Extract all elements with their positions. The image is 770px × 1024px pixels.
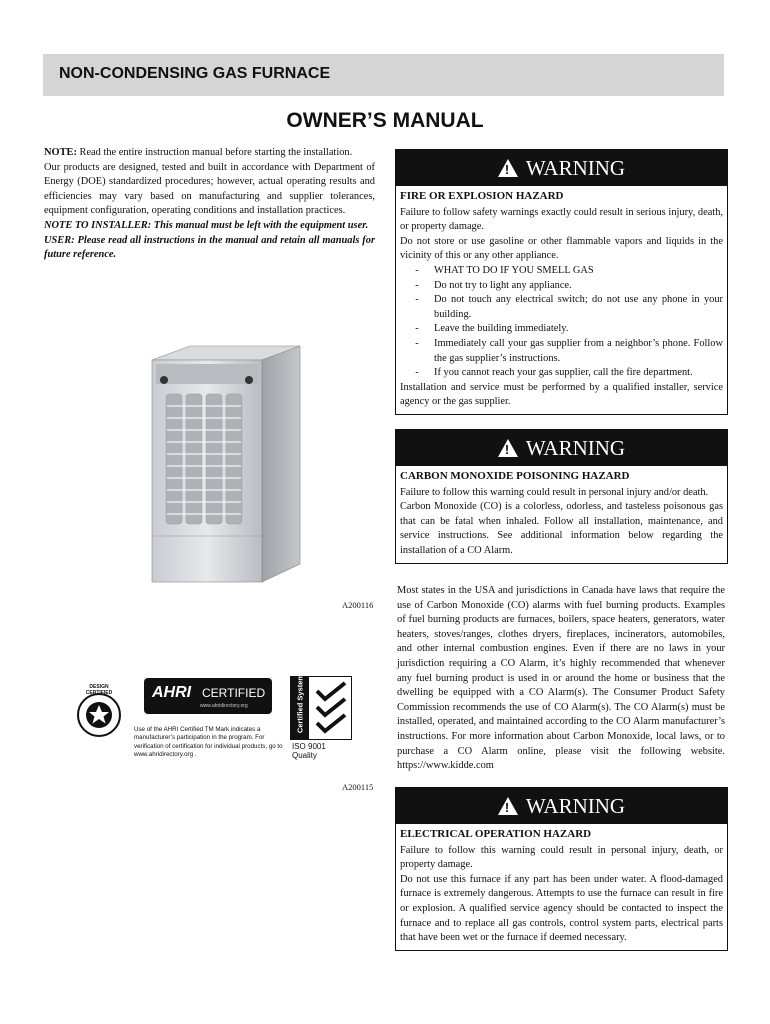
certified-system-label: Certified System [295, 673, 305, 734]
ahri-brand: AHRI [152, 684, 192, 701]
list-item-text: Do not touch any electrical switch; do not use any phone in your building. [434, 294, 723, 320]
electrical-warning [395, 787, 728, 951]
list-item: - Immediately call your gas supplier from a neighbor’s phone. Follow the gas supplier’s instructions. [400, 337, 723, 366]
ahri-url: www.ahridirectory.org [200, 703, 248, 709]
warning-paragraph: Do not store or use gasoline or other flammable vapors and liquids in the vicinity of this or any other appliance. [400, 235, 723, 262]
warning-triangle-icon [498, 797, 518, 815]
warning-paragraph: Do not use this furnace if any part has been under water. A flood-damaged furnace is extremely dangerous. Attempts to use the furnace can result in fire or explosion. A qualified service agency should be contacted to inspect the furnace and to replace all gas controls, control system parts, electrical parts that have been wet or the furnace if deemed necessary. [400, 873, 723, 944]
list-item: - WHAT TO DO IF YOU SMELL GAS [400, 264, 723, 279]
fire-explosion-warning [395, 149, 728, 415]
certification-logos [76, 670, 376, 770]
warning-subtitle: ELECTRICAL OPERATION HAZARD [400, 828, 592, 840]
warning-paragraph: Failure to follow safety warnings exactly could result in serious injury, death, or property damage. [400, 206, 723, 233]
list-item-text: Leave the building immediately. [434, 323, 569, 335]
warning-paragraph: Failure to follow this warning could result in personal injury, death, or property damage. [400, 844, 723, 871]
warning-triangle-icon [498, 159, 518, 177]
list-item: - If you cannot reach your gas supplier, call the fire department. [400, 366, 723, 381]
co-alarm-text: Most states in the USA and jurisdictions in Canada have laws that require the use of Carbon Monoxide (CO) alarms with fuel burning products. Examples of fuel burning products are furnaces, boilers, space heaters, generators, water heaters, stoves/ranges, clothes dryers, fireplaces, incinerators, automobiles, and other internal combustion engines. Even if there are no laws in your jurisdiction requiring a CO Alarm, it’s highly recommended that whenever any fuel burning product is used in or around the home or business that the dwelling be equipped with a CO Alarm(s). The Consumer Product Safety Commission recommends the use of CO Alarm(s). The CO Alarm(s) must be installed, operated, and maintained according to the CO Alarm manufacturer’s instructions. For more information about Carbon Monoxide, local laws, or to purchase a CO Alarm online, please visit the following website. https://www.kidde.com [397, 585, 725, 772]
header-bar [43, 54, 724, 96]
installer-note: NOTE TO INSTALLER: This manual must be left with the equipment user. [44, 219, 369, 231]
note-paragraph [44, 146, 375, 161]
ahri-logo [144, 678, 272, 714]
logos-caption: A200115 [342, 782, 374, 792]
warning-heading: WARNING [525, 793, 626, 818]
list-item-text: Do not try to light any appliance. [434, 279, 572, 291]
ahri-text: Use of the AHRI Certified TM Mark indicates a manufacturer’s participation in the program. For verification of certification for individual products, go to www.ahridirectory.org . [134, 726, 283, 758]
furnace-caption: A200116 [342, 600, 374, 610]
user-note: USER: Please read all instructions in the manual and retain all manuals for future reference. [44, 234, 375, 261]
design-certified-label: DESIGN CERTIFIED [85, 684, 113, 696]
warning-triangle-icon [498, 439, 518, 457]
warning-heading: WARNING [525, 435, 626, 460]
products-paragraph: Our products are designed, tested and built in accordance with Department of Energy (DOE) standardized procedures; however, actual operating results and efficiencies may vary based on manufacturing and supplier tolerances, equipment configuration, operating conditions and installation practices. [44, 161, 375, 217]
warning-subtitle: FIRE OR EXPLOSION HAZARD [400, 190, 564, 202]
page-title: OWNER’S MANUAL [286, 109, 484, 132]
list-item-text: WHAT TO DO IF YOU SMELL GAS [434, 264, 594, 276]
furnace-illustration [134, 336, 314, 586]
warning-paragraph: Failure to follow this warning could result in personal injury and/or death. [400, 486, 709, 498]
warning-header [396, 788, 727, 824]
list-item: - Do not touch any electrical switch; do not use any phone in your building. [400, 293, 723, 322]
checkmarks-icon [313, 681, 349, 735]
warning-header [396, 430, 727, 466]
iso-label [292, 742, 326, 760]
warning-paragraph: Carbon Monoxide (CO) is a colorless, odorless, and tasteless poisonous gas that can be fatal when inhaled. Follow all installation, maintenance, and service instructions. See additional information below regarding the installation of a CO Alarm. [400, 501, 723, 556]
carbon-monoxide-warning [395, 429, 728, 564]
iso-line1: ISO 9001 [292, 742, 326, 751]
warning-paragraph: Installation and service must be performed by a qualified installer, service agency or the gas supplier. [400, 381, 723, 408]
list-item-text: Immediately call your gas supplier from a neighbor’s phone. Follow the gas supplier’s instructions. [434, 337, 723, 364]
header-label: NON-CONDENSING GAS FURNACE [59, 65, 331, 82]
list-item: - Do not try to light any appliance. [400, 279, 723, 294]
certified-system-logo [290, 673, 352, 740]
design-certified-seal-icon [76, 692, 122, 738]
iso-line2: Quality [292, 751, 317, 760]
warning-header [396, 150, 727, 186]
note-label: NOTE: [44, 147, 77, 158]
note-text: Read the entire instruction manual before starting the installation. [76, 147, 353, 158]
list-item: - Leave the building immediately. [400, 322, 723, 337]
intro-text [44, 146, 375, 263]
list-item-text: If you cannot reach your gas supplier, call the fire department. [434, 367, 693, 379]
warning-subtitle: CARBON MONOXIDE POISONING HAZARD [400, 470, 630, 482]
ahri-certified: CERTIFIED [202, 686, 266, 700]
warning-heading: WARNING [525, 155, 626, 180]
